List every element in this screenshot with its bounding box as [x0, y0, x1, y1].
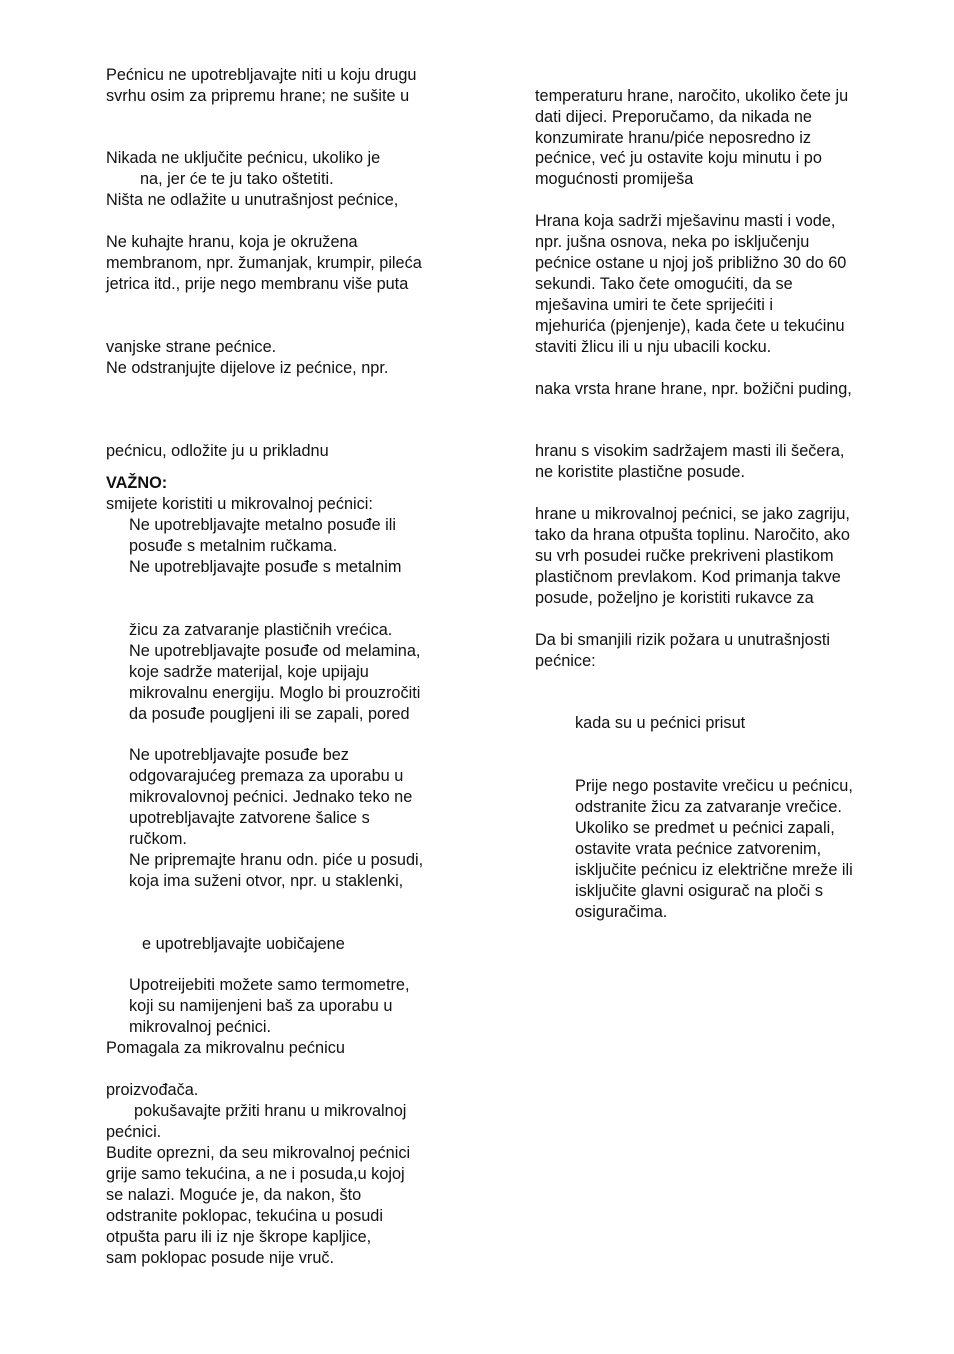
- text-line: plastičnom prevlakom. Kod primanja takve: [535, 568, 841, 586]
- text-line: membranom, npr. žumanjak, krumpir, pileća: [106, 254, 422, 272]
- text-line: naka vrsta hrane hrane, npr. božični puding,: [535, 380, 852, 398]
- text-line: pećnicu, odložite ju u prikladnu: [106, 442, 329, 460]
- text-line: dati dijeci. Preporučamo, da nikada ne: [535, 108, 812, 126]
- text-line: svrhu osim za pripremu hrane; ne sušite u: [106, 87, 410, 105]
- text-line: Upotreijebiti možete samo termometre,: [129, 976, 410, 994]
- text-line: Da bi smanjili rizik požara u unutrašnjosti: [535, 631, 830, 649]
- text-line: Ništa ne odlažite u unutrašnjost pećnice,: [106, 191, 399, 209]
- text-line: Ne kuhajte hranu, koja je okružena: [106, 233, 358, 251]
- text-line: posuđe s metalnim ručkama.: [129, 537, 338, 555]
- text-line: Pećnicu ne upotrebljavajte niti u koju drugu: [106, 66, 417, 84]
- text-line: mikrovalnu energiju. Moglo bi prouzročiti: [129, 684, 421, 702]
- text-line: mogućnosti promiješa: [535, 170, 694, 188]
- text-line: mjehurića (pjenjenje), kada čete u tekućinu: [535, 317, 845, 335]
- text-line: Ne upotrebljavajte posuđe s metalnim: [129, 558, 402, 576]
- text-line: Prije nego postavite vrečicu u pećnicu,: [575, 777, 853, 795]
- text-line: temperaturu hrane, naročito, ukoliko čete ju: [535, 87, 849, 105]
- text-line: Ne upotrebljavajte metalno posuđe ili: [129, 516, 396, 534]
- text-line: su vrh posudei ručke prekriveni plastikom: [535, 547, 834, 565]
- text-line: ručkom.: [129, 830, 187, 848]
- text-line: koji su namijenjeni baš za uporabu u: [129, 997, 393, 1015]
- text-line: ostavite vrata pećnice zatvorenim,: [575, 840, 822, 858]
- text-line: na, jer će te ju tako oštetiti.: [140, 170, 334, 188]
- text-line: Ne upotrebljavajte posuđe od melamina,: [129, 642, 421, 660]
- text-line: smijete koristiti u mikrovalnoj pećnici:: [106, 495, 373, 513]
- text-line: mješavina umiri te čete sprijećiti i: [535, 296, 773, 314]
- text-line: odgovarajućeg premaza za uporabu u: [129, 767, 404, 785]
- text-line: sam poklopac posude nije vruč.: [106, 1249, 335, 1267]
- text-line: pećnice, već ju ostavite koju minutu i po: [535, 149, 822, 167]
- text-line: ne koristite plastične posude.: [535, 463, 745, 481]
- section-heading: VAŽNO:: [106, 474, 168, 492]
- text-line: kada su u pećnici prisut: [575, 714, 746, 732]
- text-line: staviti žlicu ili u nju ubacili kocku.: [535, 338, 772, 356]
- text-line: Ne odstranjujte dijelove iz pećnice, npr.: [106, 359, 389, 377]
- text-line: npr. jušna osnova, neka po isključenju: [535, 233, 810, 251]
- text-line: pećnice ostane u njoj još približno 30 do 60: [535, 254, 847, 272]
- text-line: Pomagala za mikrovalnu pećnicu: [106, 1039, 345, 1057]
- text-line: Ne upotrebljavajte posuđe bez: [129, 746, 349, 764]
- text-line: sekundi. Tako čete omogućiti, da se: [535, 275, 793, 293]
- text-line: hrane u mikrovalnoj pećnici, se jako zagriju,: [535, 505, 850, 523]
- text-line: da posuđe pougljeni ili se zapali, pored: [129, 705, 410, 723]
- text-line: se nalazi. Moguće je, da nakon, što: [106, 1186, 362, 1204]
- text-line: Ukoliko se predmet u pećnici zapali,: [575, 819, 835, 837]
- text-line: vanjske strane pećnice.: [106, 338, 277, 356]
- text-line: proizvođača.: [106, 1081, 199, 1099]
- text-line: osiguračima.: [575, 903, 668, 921]
- text-line: Ne pripremajte hranu odn. piće u posudi,: [129, 851, 424, 869]
- text-line: otpušta paru ili iz nje škrope kapljice,: [106, 1228, 372, 1246]
- text-line: koja ima suženi otvor, npr. u staklenki,: [129, 872, 404, 890]
- text-line: pokušavajte pržiti hranu u mikrovalnoj: [134, 1102, 407, 1120]
- text-line: mikrovalovnoj pećnici. Jednako teko ne: [129, 788, 413, 806]
- text-line: hranu s visokim sadržajem masti ili šečera,: [535, 442, 845, 460]
- text-line: žicu za zatvaranje plastičnih vrećica.: [129, 621, 393, 639]
- text-line: koje sadrže materijal, koje upijaju: [129, 663, 369, 681]
- text-line: Nikada ne uključite pećnicu, ukoliko je: [106, 149, 381, 167]
- text-line: pećnici.: [106, 1123, 162, 1141]
- text-line: isključite glavni osigurač na ploči s: [575, 882, 823, 900]
- text-line: Budite oprezni, da seu mikrovalnoj pećnici: [106, 1144, 411, 1162]
- text-line: grije samo tekućina, a ne i posuda,u kojoj: [106, 1165, 405, 1183]
- text-line: konzumirate hranu/piće neposredno iz: [535, 129, 812, 147]
- text-line: e upotrebljavajte uobičajene: [142, 935, 345, 953]
- text-line: posude, poželjno je koristiti rukavce za: [535, 589, 814, 607]
- text-line: upotrebljavajte zatvorene šalice s: [129, 809, 370, 827]
- text-line: mikrovalnoj pećnici.: [129, 1018, 272, 1036]
- text-line: isključite pećnicu iz električne mreže ili: [575, 861, 853, 879]
- text-line: jetrica itd., prije nego membranu više puta: [106, 275, 409, 293]
- text-line: Hrana koja sadrži mješavinu masti i vode,: [535, 212, 836, 230]
- text-line: odstranite žicu za zatvaranje vrečice.: [575, 798, 842, 816]
- text-line: pećnice:: [535, 652, 596, 670]
- text-line: odstranite poklopac, tekućina u posudi: [106, 1207, 383, 1225]
- text-line: tako da hrana otpušta toplinu. Naročito, ako: [535, 526, 850, 544]
